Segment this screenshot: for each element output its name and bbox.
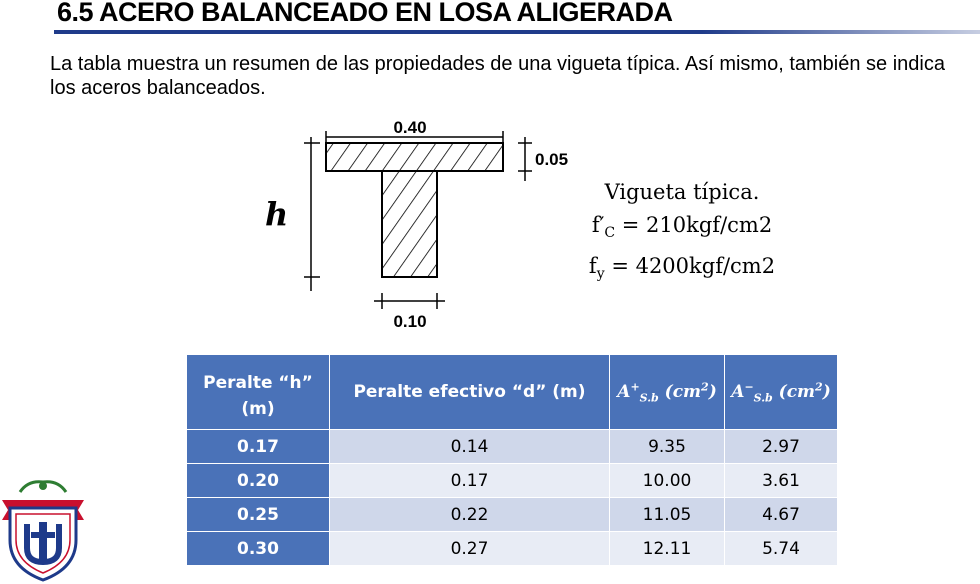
figure-caption: Vigueta típica. <box>604 180 760 204</box>
university-logo <box>0 478 86 582</box>
cell-as-negative: 2.97 <box>725 430 838 464</box>
fy-property: $f_y = 4200kgf/cm2$ <box>588 254 776 283</box>
cell-d: 0.14 <box>330 430 610 464</box>
height-label: h <box>265 195 289 233</box>
cell-as-negative: 3.61 <box>725 464 838 498</box>
flange-thickness-label: 0.05 <box>535 150 569 169</box>
cell-d: 0.17 <box>330 464 610 498</box>
section-title: 6.5 ACERO BALANCEADO EN LOSA ALIGERADA <box>57 0 673 27</box>
cell-d: 0.27 <box>330 532 610 566</box>
table-row <box>187 430 838 464</box>
flange-width-label: 0.40 <box>393 118 427 137</box>
cell-as-negative: 5.74 <box>725 532 838 566</box>
cell-h: 0.20 <box>187 464 330 498</box>
cell-h: 0.25 <box>187 498 330 532</box>
table-row <box>187 464 838 498</box>
cell-h: 0.30 <box>187 532 330 566</box>
header-as-positive: $A^+_{S.b}$ $(cm^2)$ <box>610 355 725 430</box>
header-peralte-d: Peralte efectivo “d” (m) <box>330 355 610 430</box>
table-row <box>187 498 838 532</box>
intro-paragraph: La tabla muestra un resumen de las propiedades de una vigueta típica. Así mismo, también se indica los aceros balanceados. <box>50 53 945 99</box>
balanced-steel-table <box>186 354 838 566</box>
material-properties <box>567 176 797 291</box>
header-as-negative: $A^-_{S.b}$ $(cm^2)$ <box>725 355 838 430</box>
joist-section-diagram <box>250 115 585 340</box>
cell-as-negative: 4.67 <box>725 498 838 532</box>
cell-as-positive: 10.00 <box>610 464 725 498</box>
cell-h: 0.17 <box>187 430 330 464</box>
table-row <box>187 532 838 566</box>
header-peralte-h: Peralte “h” (m) <box>187 355 330 430</box>
web-width-label: 0.10 <box>393 312 427 331</box>
flange-section <box>326 143 503 171</box>
table-header-row <box>187 355 838 430</box>
cell-as-positive: 9.35 <box>610 430 725 464</box>
cell-d: 0.22 <box>330 498 610 532</box>
cell-as-positive: 11.05 <box>610 498 725 532</box>
fc-property: $f'_C = 210kgf/cm2$ <box>591 213 773 242</box>
title-underline <box>54 30 980 34</box>
web-section <box>382 171 437 277</box>
cell-as-positive: 12.11 <box>610 532 725 566</box>
